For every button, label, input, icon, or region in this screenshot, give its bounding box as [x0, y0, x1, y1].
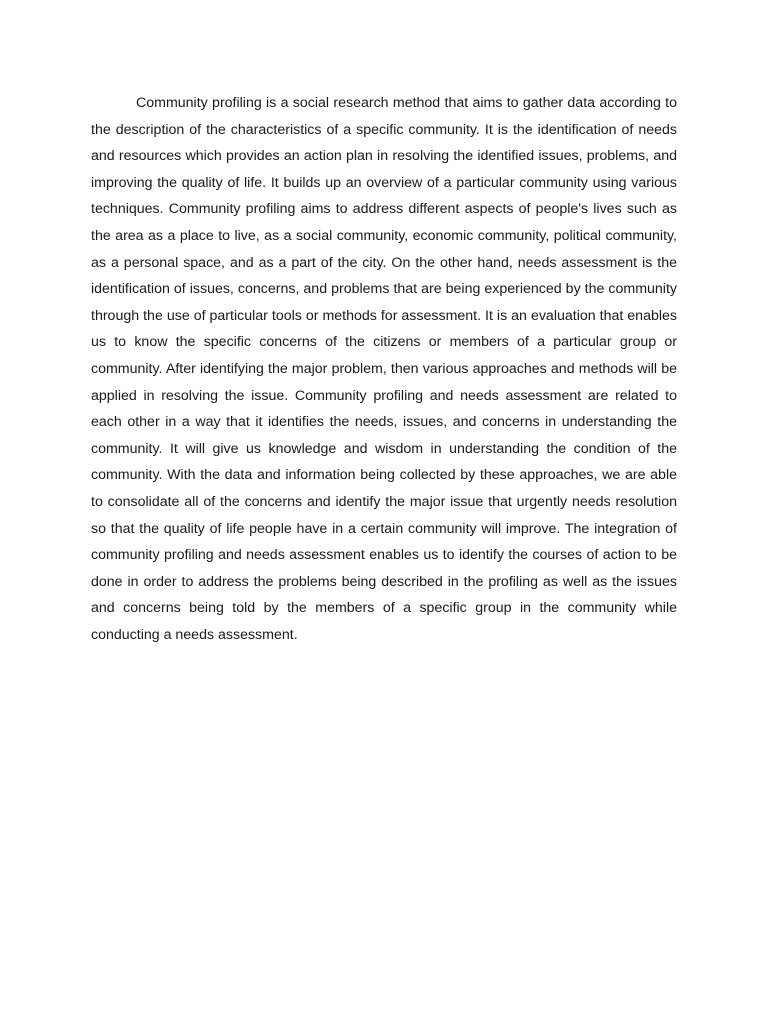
body-paragraph: Community profiling is a social research method that aims to gather data according to the description of the characteristics of a specific community. It is the identification of needs and resources which provides an action plan in resolving the identified issues, problems, and improving the quality of life. It builds up an overview of a particular community using various techniques. Community profiling aims to address different aspects of people's lives such as the area as a place to live, as a social community, economic community, political community, as a personal space, and as a part of the city. On the other hand, needs assessment is the identification of issues, concerns, and problems that are being experienced by the community through the use of particular tools or methods for assessment. It is an evaluation that enables us to know the specific concerns of the citizens or members of a particular group or community. After identifying the major problem, then various approaches and methods will be applied in resolving the issue. Community profiling and needs assessment are related to each other in a way that it identifies the needs, issues, and concerns in understanding the community. It will give us knowledge and wisdom in understanding the condition of the community. With the data and information being collected by these approaches, we are able to consolidate all of the concerns and identify the major issue that urgently needs resolution so that the quality of life people have in a certain community will improve. The integration of community profiling and needs assessment enables us to identify the courses of action to be done in order to address the problems being described in the profiling as well as the issues and concerns being told by the members of a specific group in the community while conducting a needs assessment. [91, 95, 677, 643]
